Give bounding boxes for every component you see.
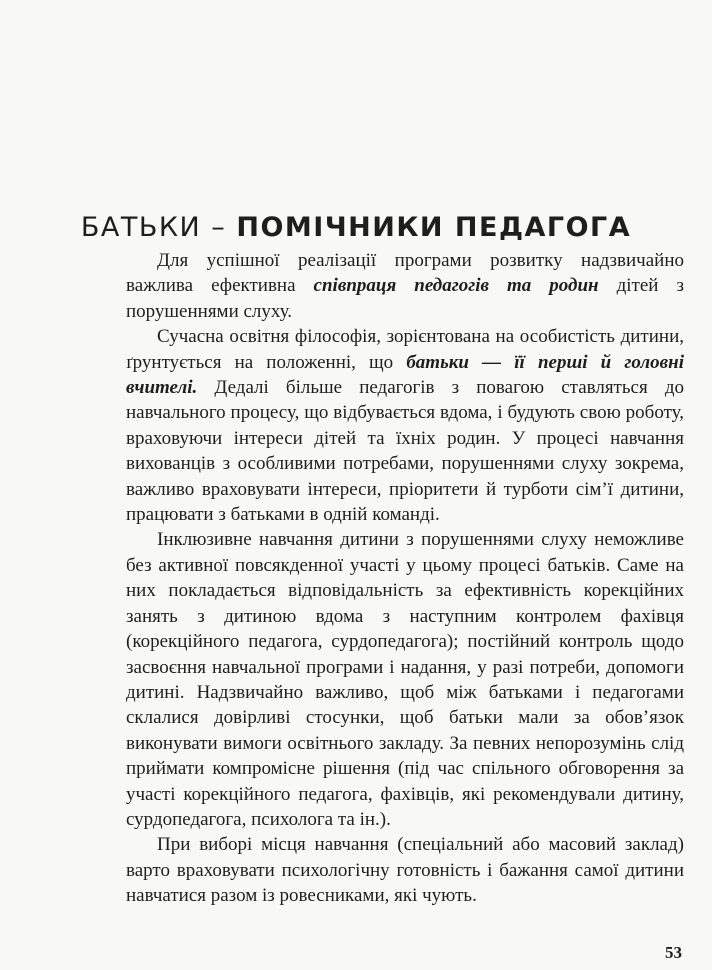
paragraph-1 bbox=[126, 248, 684, 324]
body-text bbox=[126, 248, 684, 909]
paragraph-4: При виборі місця навчання (спеціальний або масовий заклад) варто враховувати психологічну готовність і бажання самої дитини навчатися разом із ровесниками, які чують. bbox=[126, 834, 684, 907]
paragraph-1-text-b: дітей з порушеннями слуху. bbox=[126, 275, 684, 322]
section-heading-part1: БАТЬКИ – bbox=[80, 212, 237, 244]
paragraph-2 bbox=[126, 324, 684, 527]
paragraph-1-text-a: Для успішної реалізації програми розвитку надзвичайно важлива ефективна bbox=[126, 250, 684, 297]
paragraph-2-text-a: Сучасна освітня філософія, зорієнтована на особистість дитини, ґрунтується на положенні, що bbox=[126, 326, 684, 373]
paragraph-2-emphasis: батьки — її перші й головні вчителі. bbox=[126, 351, 684, 399]
section-heading bbox=[0, 208, 712, 248]
page-number: 53 bbox=[665, 943, 682, 962]
paragraph-2-text-b: Дедалі більше педагогів з повагою ставляться до навчального процесу, що відбувається вдома, і будують свою роботу, враховуючи інтереси дітей та їхніх родин. У процесі навчання вихованців з особливими потребами, порушеннями слуху зокрема, важливо враховувати інтереси, пріоритети й турботи сім’ї дитини, працювати з батьками в одній команді. bbox=[126, 377, 684, 526]
paragraph-1-emphasis: співпраця педагогів та родин bbox=[313, 275, 599, 297]
section-heading-part2: ПОМІЧНИКИ ПЕДАГОГА bbox=[236, 212, 632, 244]
paragraph-3: Інклюзивне навчання дитини з порушеннями слуху неможливе без активної повсякденної участі у цьому процесі батьків. Саме на них покладається відповідальність за ефективність корекційних занять з дитиною вдома з наступним контролем фахівця (корекційного педагога, сурдопедагога); постійний контроль щодо засвоєння навчальної програми і надання, у разі потреби, допомоги дитині. Надзвичайно важливо, щоб між батьками і педагогами склалися довірливі стосунки, щоб батьки мали за обов’язок виконувати вимоги освітнього закладу. За певних непорозумінь слід приймати компромісне рішення (під час спільного обговорення за участі корекційного педагога, фахівців, які рекомендували дитину, сурдопедагога, психолога та ін.). bbox=[126, 529, 684, 830]
